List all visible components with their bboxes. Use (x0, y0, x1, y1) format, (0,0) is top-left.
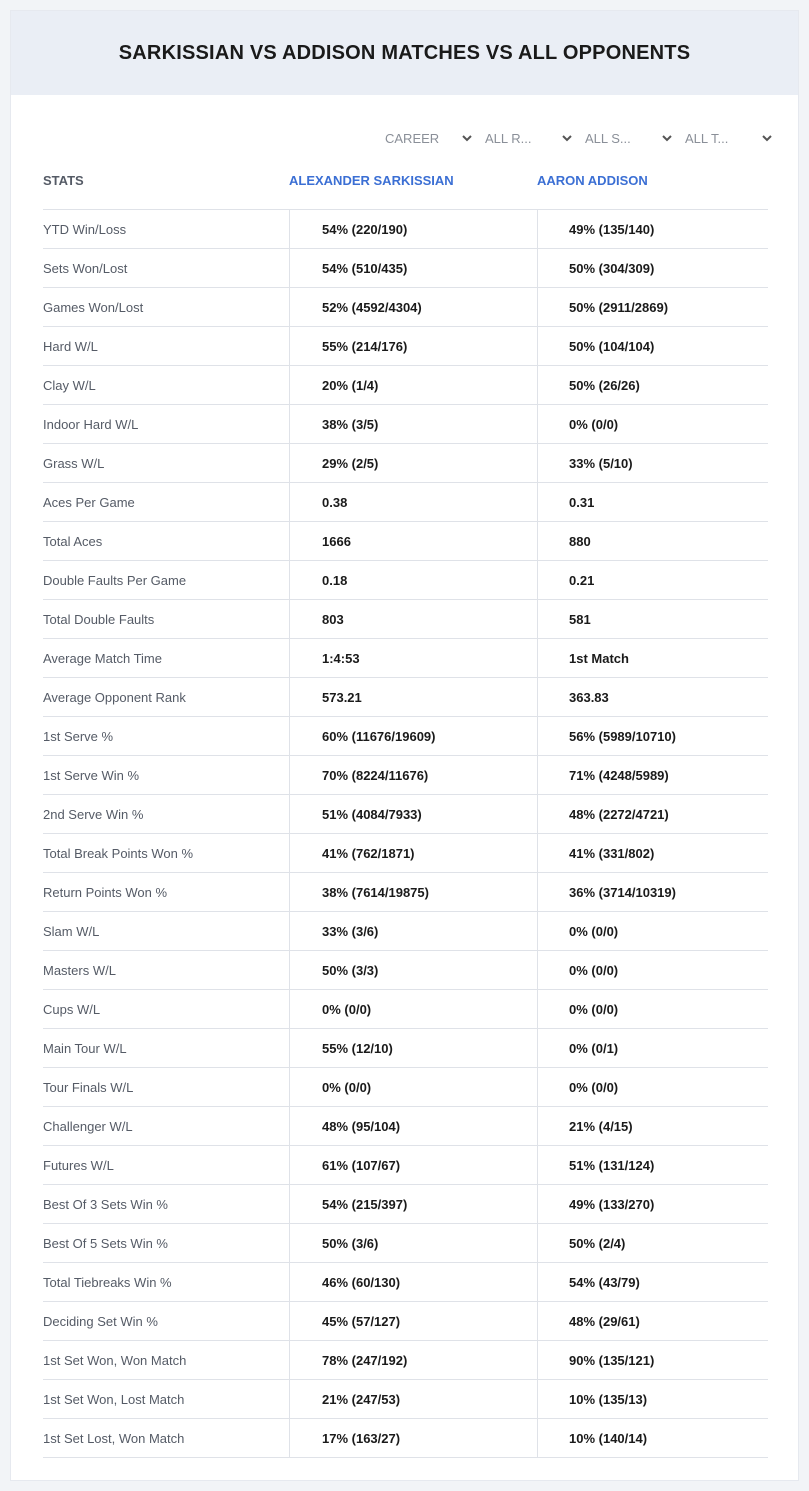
chevron-down-icon (761, 132, 773, 144)
player1-value: 51% (4084/7933) (289, 795, 537, 833)
table-row (43, 327, 768, 366)
table-row (43, 405, 768, 444)
player1-value: 0% (0/0) (289, 990, 537, 1028)
table-row (43, 678, 768, 717)
table-row (43, 912, 768, 951)
player1-value: 60% (11676/19609) (289, 717, 537, 755)
player1-value: 20% (1/4) (289, 366, 537, 404)
player1-value: 1:4:53 (289, 639, 537, 677)
stat-label: 1st Set Lost, Won Match (43, 1430, 185, 1446)
table-row (43, 483, 768, 522)
player1-value: 50% (3/3) (289, 951, 537, 989)
table-row (43, 1341, 768, 1380)
table-row (43, 249, 768, 288)
table-row (43, 951, 768, 990)
column-header-player2-link[interactable]: AARON ADDISON (537, 173, 648, 188)
player1-value: 0.38 (289, 483, 537, 521)
player2-value: 1st Match (537, 639, 768, 677)
player2-value: 0.31 (537, 483, 768, 521)
player2-value: 48% (29/61) (537, 1302, 768, 1340)
table-row (43, 288, 768, 327)
table-row (43, 600, 768, 639)
player2-value: 21% (4/15) (537, 1107, 768, 1145)
chevron-down-icon (561, 132, 573, 144)
player2-value: 0% (0/1) (537, 1029, 768, 1067)
table-row (43, 210, 768, 249)
player2-value: 90% (135/121) (537, 1341, 768, 1379)
column-header-player1-link[interactable]: ALEXANDER SARKISSIAN (289, 173, 454, 188)
stat-label: Cups W/L (43, 1001, 101, 1017)
player1-value: 1666 (289, 522, 537, 560)
table-row (43, 366, 768, 405)
stat-label: Double Faults Per Game (43, 572, 187, 588)
stat-label: Main Tour W/L (43, 1040, 127, 1056)
table-row (43, 1380, 768, 1419)
stat-label: Total Tiebreaks Win % (43, 1274, 172, 1290)
stat-label: Average Opponent Rank (43, 689, 186, 705)
player2-value: 48% (2272/4721) (537, 795, 768, 833)
table-row (43, 834, 768, 873)
player1-value: 61% (107/67) (289, 1146, 537, 1184)
player1-value: 54% (215/397) (289, 1185, 537, 1223)
filter-period-label: CAREER (385, 130, 440, 146)
table-row (43, 1107, 768, 1146)
stat-label: Total Break Points Won % (43, 845, 194, 861)
stat-label: Hard W/L (43, 338, 98, 354)
player2-value: 0% (0/0) (537, 990, 768, 1028)
player1-value: 38% (3/5) (289, 405, 537, 443)
player1-value: 17% (163/27) (289, 1419, 537, 1457)
stat-label: Clay W/L (43, 377, 96, 393)
player2-value: 0.21 (537, 561, 768, 599)
stat-label: Tour Finals W/L (43, 1079, 134, 1095)
stat-label: Challenger W/L (43, 1118, 133, 1134)
player1-value: 55% (214/176) (289, 327, 537, 365)
column-header-stats: STATS (43, 173, 84, 188)
player2-value: 36% (3714/10319) (537, 873, 768, 911)
stat-label: Futures W/L (43, 1157, 114, 1173)
stat-label: Masters W/L (43, 962, 116, 978)
table-row (43, 444, 768, 483)
filter-tournament-label: ALL T... (685, 130, 729, 146)
stat-label: 1st Set Won, Lost Match (43, 1391, 185, 1407)
stat-label: 1st Set Won, Won Match (43, 1352, 187, 1368)
filter-surface-label: ALL S... (585, 130, 631, 146)
player1-value: 54% (220/190) (289, 210, 537, 248)
player1-value: 70% (8224/11676) (289, 756, 537, 794)
player2-value: 51% (131/124) (537, 1146, 768, 1184)
stats-table (43, 209, 768, 1458)
page-header (11, 11, 798, 95)
player2-value: 50% (2911/2869) (537, 288, 768, 326)
player2-value: 33% (5/10) (537, 444, 768, 482)
player1-value: 573.21 (289, 678, 537, 716)
filter-bar (383, 127, 783, 149)
player1-value: 33% (3/6) (289, 912, 537, 950)
table-row (43, 990, 768, 1029)
player2-value: 54% (43/79) (537, 1263, 768, 1301)
table-row (43, 1224, 768, 1263)
chevron-down-icon (661, 132, 673, 144)
table-row (43, 1185, 768, 1224)
player2-value: 10% (140/14) (537, 1419, 768, 1457)
player2-value: 49% (133/270) (537, 1185, 768, 1223)
stat-label: Games Won/Lost (43, 299, 144, 315)
stat-label: Aces Per Game (43, 494, 135, 510)
player2-value: 363.83 (537, 678, 768, 716)
player1-value: 50% (3/6) (289, 1224, 537, 1262)
stat-label: Sets Won/Lost (43, 260, 128, 276)
player1-value: 38% (7614/19875) (289, 873, 537, 911)
player2-value: 581 (537, 600, 768, 638)
table-row (43, 1302, 768, 1341)
player1-value: 21% (247/53) (289, 1380, 537, 1418)
stat-label: 2nd Serve Win % (43, 806, 144, 822)
player1-value: 0% (0/0) (289, 1068, 537, 1106)
stat-label: Average Match Time (43, 650, 162, 666)
player2-value: 50% (104/104) (537, 327, 768, 365)
stat-label: Deciding Set Win % (43, 1313, 158, 1329)
filter-round-label: ALL R... (485, 130, 532, 146)
table-row (43, 1263, 768, 1302)
table-row (43, 873, 768, 912)
player2-value: 0% (0/0) (537, 1068, 768, 1106)
player2-value: 50% (26/26) (537, 366, 768, 404)
stat-label: Total Aces (43, 533, 103, 549)
player2-value: 0% (0/0) (537, 951, 768, 989)
table-row (43, 1029, 768, 1068)
filter-surface-select[interactable] (583, 127, 683, 149)
player1-value: 48% (95/104) (289, 1107, 537, 1145)
table-row (43, 1068, 768, 1107)
player1-value: 55% (12/10) (289, 1029, 537, 1067)
stat-label: Grass W/L (43, 455, 105, 471)
player2-value: 50% (2/4) (537, 1224, 768, 1262)
player2-value: 10% (135/13) (537, 1380, 768, 1418)
player2-value: 0% (0/0) (537, 405, 768, 443)
player1-value: 45% (57/127) (289, 1302, 537, 1340)
chevron-down-icon (461, 132, 473, 144)
player1-value: 803 (289, 600, 537, 638)
player1-value: 0.18 (289, 561, 537, 599)
table-row (43, 1146, 768, 1185)
filter-tournament-select[interactable] (683, 127, 783, 149)
stat-label: Return Points Won % (43, 884, 168, 900)
filter-round-select[interactable] (483, 127, 583, 149)
stat-label: 1st Serve Win % (43, 767, 140, 783)
table-row (43, 756, 768, 795)
filter-period-select[interactable] (383, 127, 483, 149)
player1-value: 46% (60/130) (289, 1263, 537, 1301)
player1-value: 41% (762/1871) (289, 834, 537, 872)
stat-label: 1st Serve % (43, 728, 114, 744)
table-row (43, 522, 768, 561)
table-row (43, 639, 768, 678)
player2-value: 71% (4248/5989) (537, 756, 768, 794)
player2-value: 50% (304/309) (537, 249, 768, 287)
page-title: SARKISSIAN VS ADDISON MATCHES VS ALL OPPONENTS (118, 41, 691, 64)
player2-value: 41% (331/802) (537, 834, 768, 872)
stat-label: Best Of 5 Sets Win % (43, 1235, 168, 1251)
stat-label: Best Of 3 Sets Win % (43, 1196, 168, 1212)
player1-value: 54% (510/435) (289, 249, 537, 287)
stat-label: Total Double Faults (43, 611, 155, 627)
player1-value: 52% (4592/4304) (289, 288, 537, 326)
stat-label: Slam W/L (43, 923, 100, 939)
player2-value: 49% (135/140) (537, 210, 768, 248)
player2-value: 0% (0/0) (537, 912, 768, 950)
table-row (43, 561, 768, 600)
table-row (43, 795, 768, 834)
player1-value: 29% (2/5) (289, 444, 537, 482)
stats-card (10, 10, 799, 1481)
stat-label: Indoor Hard W/L (43, 416, 139, 432)
player1-value: 78% (247/192) (289, 1341, 537, 1379)
table-row (43, 717, 768, 756)
table-row (43, 1419, 768, 1458)
player2-value: 56% (5989/10710) (537, 717, 768, 755)
stat-label: YTD Win/Loss (43, 221, 127, 237)
player2-value: 880 (537, 522, 768, 560)
